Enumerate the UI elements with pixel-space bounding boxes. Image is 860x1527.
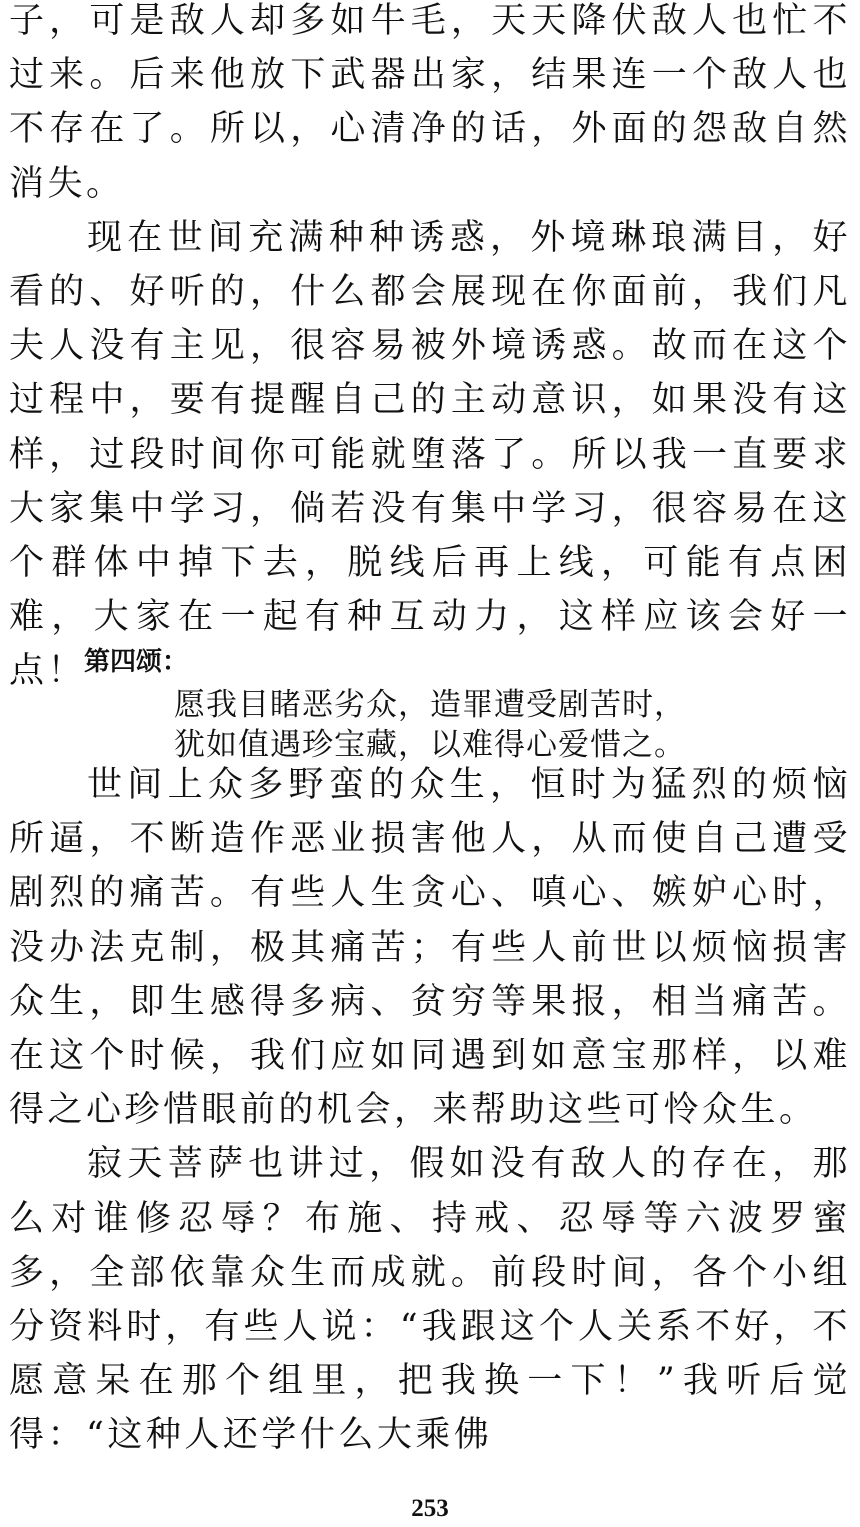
section-heading: 第四颂： [84, 647, 189, 677]
paragraph: 寂天菩萨也讲过，假如没有敌人的存在，那么对谁修忍辱？布施、持戒、忍辱等六波罗蜜多，全部依靠众生而成就。前段时间，各个小组分资料时，有些人说：“我跟这个人关系不好，不愿意呆在那个组里，把我换一下！”我听后觉得：“这种人还学什么大乘佛 [9, 1144, 851, 1456]
text-block-lower [9, 758, 851, 1463]
page-number: 253 [411, 1495, 449, 1522]
paragraph-continuation: 子，可是敌人却多如牛毛，天天降伏敌人也忙不过来。后来他放下武器出家，结果连一个敌人也不存在了。所以，心清净的话，外面的怨敌自然消失。 [9, 1, 851, 204]
text-block-upper [9, 0, 851, 699]
verse-line: 愿我目睹恶劣众，造罪遭受剧苦时， [174, 687, 686, 723]
verse-line: 犹如值遇珍宝藏，以难得心爱惜之。 [174, 727, 686, 763]
paragraph: 世间上众多野蛮的众生，恒时为猛烈的烦恼所逼，不断造作恶业损害他人，从而使自己遭受剧烈的痛苦。有些人生贪心、嗔心、嫉妒心时，没办法克制，极其痛苦；有些人前世以烦恼损害众生，即生感得多病、贫穷等果报，相当痛苦。在这个时候，我们应如同遇到如意宝那样，以难得之心珍惜眼前的机会，来帮助这些可怜众生。 [9, 765, 851, 1131]
paragraph: 现在世间充满种种诱惑，外境琳琅满目，好看的、好听的，什么都会展现在你面前，我们凡夫人没有主见，很容易被外境诱惑。故而在这个过程中，要有提醒自己的主动意识，如果没有这样，过段时间你可能就堕落了。所以我一直要求大家集中学习，倘若没有集中学习，很容易在这个群体中掉下去，脱线后再上线，可能有点困难，大家在一起有种互动力，这样应该会好一点！ [9, 217, 851, 692]
